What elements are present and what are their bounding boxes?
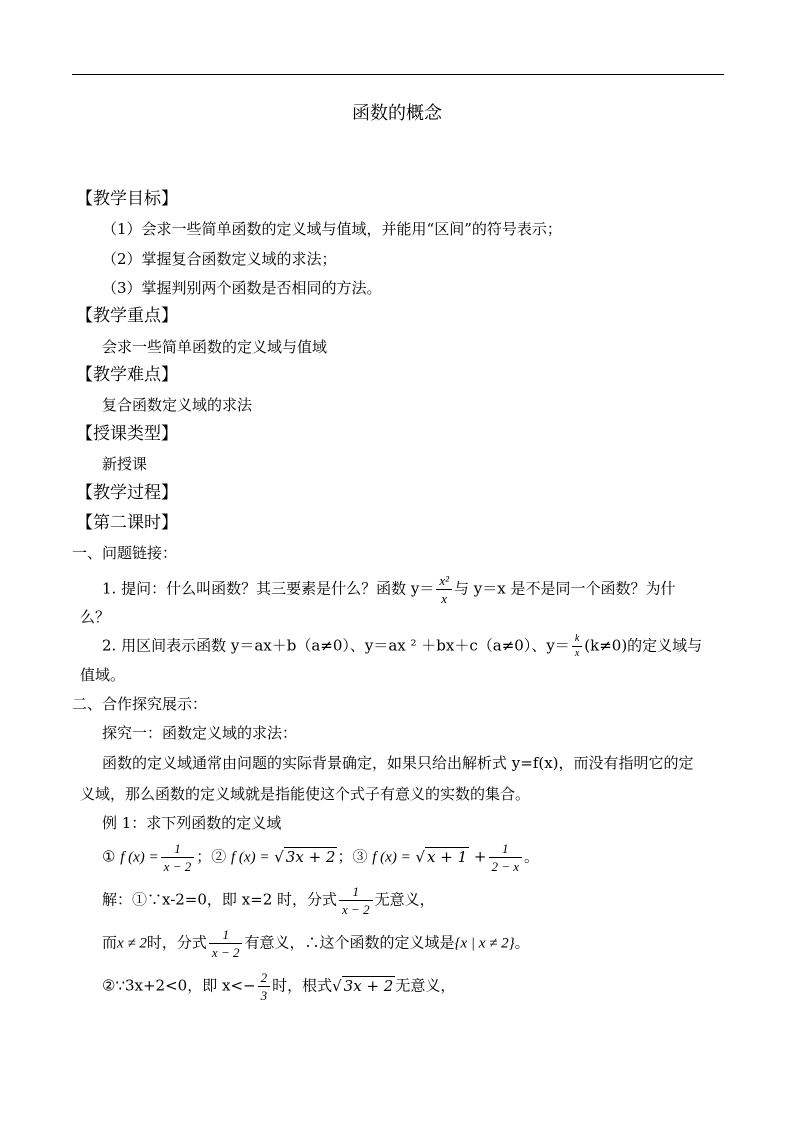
solution-line-1 bbox=[102, 885, 435, 916]
goal-item-2: （2）掌握复合函数定义域的求法； bbox=[102, 250, 337, 268]
solution-line-2 bbox=[102, 928, 530, 959]
ex-f1-lhs: f (x) = bbox=[120, 849, 159, 866]
heading-difficulties: 【教学难点】 bbox=[76, 365, 178, 385]
q2-suffix: (k≠0)的定义域与 bbox=[584, 636, 703, 655]
sol3-suffix: 无意义， bbox=[395, 976, 456, 995]
ex-f2-lhs: f (x) = bbox=[231, 849, 270, 866]
question-2 bbox=[102, 634, 702, 659]
sol2-suffix: 有意义，∴这个函数的定义域是 bbox=[244, 933, 455, 952]
ex-f1-den: x − 2 bbox=[163, 859, 192, 874]
sol2-end: 。 bbox=[514, 933, 530, 952]
q1-fraction bbox=[436, 574, 452, 605]
ex-sep-1: ；② bbox=[196, 847, 227, 866]
q1-prefix: 1. 提问：什么叫函数？其三要素是什么？函数 y＝ bbox=[102, 579, 435, 598]
ex-f1-num: 1 bbox=[161, 842, 195, 858]
sol3-mid: 时，根式 bbox=[272, 976, 333, 995]
part1-heading: 一、问题链接： bbox=[72, 544, 178, 562]
question-2-cont: 值域。 bbox=[80, 666, 126, 684]
sol1-fraction bbox=[339, 885, 373, 916]
page-title: 函数的概念 bbox=[352, 103, 442, 124]
sol3-fraction bbox=[258, 971, 271, 1002]
ex-end: 。 bbox=[524, 847, 540, 866]
heading-lesson-type: 【授课类型】 bbox=[76, 424, 178, 444]
ex-f3-lhs: f (x) = bbox=[372, 849, 411, 866]
solution-line-3 bbox=[102, 971, 455, 1002]
sol3-sqrt: √ 3x + 2 bbox=[332, 976, 394, 995]
ex-f2-radicand: 3x + 2 bbox=[285, 847, 336, 866]
q1-frac-num: x² bbox=[436, 574, 452, 590]
ex-f2-sqrt: √ 3x + 2 bbox=[274, 847, 336, 866]
sol2-prefix: 而 bbox=[102, 933, 118, 952]
sol3-prefix: ②∵3x+2<0，即 x<− bbox=[102, 976, 256, 995]
heading-key-points: 【教学重点】 bbox=[76, 306, 178, 326]
sol3-den: 3 bbox=[260, 988, 268, 1003]
sol2-set: {x | x ≠ 2} bbox=[454, 935, 515, 952]
ex-f3-fraction bbox=[489, 842, 523, 873]
sol1-prefix: 解：①∵x-2=0，即 x=2 时，分式 bbox=[102, 890, 338, 909]
ex-f1-fraction bbox=[161, 842, 195, 873]
sol1-num: 1 bbox=[339, 885, 373, 901]
question-1 bbox=[102, 574, 675, 605]
question-1-cont: 么？ bbox=[80, 608, 111, 626]
heading-second-lesson: 【第二课时】 bbox=[76, 513, 178, 533]
sol2-num: 1 bbox=[209, 928, 243, 944]
q2-prefix: 2. 用区间表示函数 y＝ax＋b（a≠0）、y＝ax ² ＋bx＋c（a≠0）、y＝ bbox=[102, 636, 570, 655]
key-points-text: 会求一些简单函数的定义域与值域 bbox=[102, 338, 328, 356]
header-rule bbox=[72, 74, 724, 75]
paragraph-1-cont: 义域，那么函数的定义域就是指能使这个式子有意义的实数的集合。 bbox=[80, 785, 531, 803]
goal-item-1: （1）会求一些简单函数的定义域与值域，并能用“区间”的符号表示； bbox=[102, 220, 562, 238]
ex-circled-1: ① bbox=[102, 847, 116, 866]
sol2-condition: x ≠ 2 bbox=[117, 935, 147, 952]
sol2-den: x − 2 bbox=[211, 945, 240, 960]
sol1-den: x − 2 bbox=[342, 902, 370, 917]
part2-heading: 二、合作探究展示： bbox=[72, 695, 208, 713]
ex-f3-radicand: x + 1 bbox=[427, 847, 468, 866]
ex-sep-2: ；③ bbox=[337, 847, 368, 866]
sol3-num: 2 bbox=[258, 971, 271, 987]
q1-frac-den: x bbox=[441, 591, 448, 606]
sol3-radicand: 3x + 2 bbox=[343, 976, 394, 995]
goal-item-3: （3）掌握判别两个函数是否相同的方法。 bbox=[102, 279, 382, 297]
ex-f3-plus: + bbox=[473, 847, 487, 866]
ex-f3-sqrt: √ x + 1 bbox=[415, 847, 468, 866]
ex-f3-den: 2 − x bbox=[491, 859, 520, 874]
heading-teaching-goal: 【教学目标】 bbox=[76, 189, 178, 209]
explore-1-heading: 探究一：函数定义域的求法： bbox=[102, 724, 298, 742]
heading-teaching-process: 【教学过程】 bbox=[76, 483, 178, 503]
lesson-type-text: 新授课 bbox=[102, 455, 148, 473]
q2-frac-num: k bbox=[572, 634, 582, 647]
sol1-suffix: 无意义， bbox=[374, 890, 435, 909]
difficulties-text: 复合函数定义域的求法 bbox=[102, 396, 253, 414]
example-1-functions bbox=[102, 842, 539, 873]
ex-f3-num: 1 bbox=[489, 842, 523, 858]
q2-frac-den: x bbox=[574, 648, 580, 659]
sol2-mid: 时，分式 bbox=[146, 933, 207, 952]
q1-suffix: 与 y＝x 是不是同一个函数？为什 bbox=[454, 579, 676, 598]
example-1-heading: 例 1：求下列函数的定义域 bbox=[102, 814, 282, 832]
paragraph-1: 函数的定义域通常由问题的实际背景确定，如果只给出解析式 y=f(x)，而没有指明它的定 bbox=[102, 754, 694, 772]
q2-fraction bbox=[572, 634, 582, 659]
sol2-fraction bbox=[209, 928, 243, 959]
